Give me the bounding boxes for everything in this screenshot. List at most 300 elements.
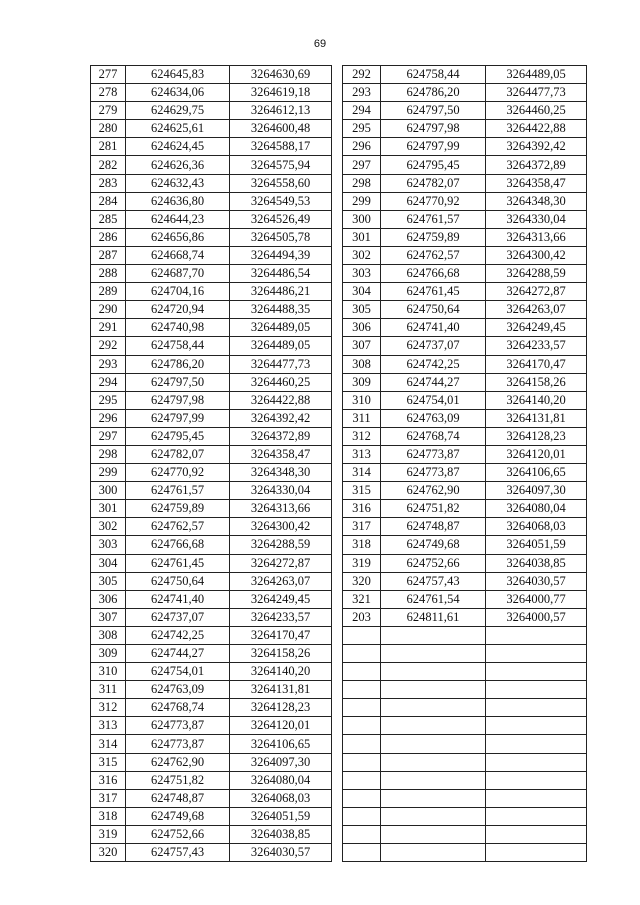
x-coordinate-cell: 624744,27 bbox=[381, 373, 486, 391]
table-row bbox=[91, 482, 332, 500]
y-coordinate-cell: 3264000,57 bbox=[486, 608, 587, 626]
x-coordinate-cell bbox=[381, 663, 486, 681]
x-coordinate-cell: 624759,89 bbox=[126, 500, 230, 518]
y-coordinate-cell bbox=[486, 626, 587, 644]
table-row bbox=[91, 427, 332, 445]
y-coordinate-cell: 3264000,77 bbox=[486, 590, 587, 608]
point-number-cell: 307 bbox=[343, 337, 381, 355]
point-number-cell: 303 bbox=[343, 265, 381, 283]
coordinates-table-left bbox=[90, 65, 332, 862]
y-coordinate-cell: 3264600,48 bbox=[230, 120, 332, 138]
point-number-cell: 290 bbox=[91, 301, 126, 319]
x-coordinate-cell: 624750,64 bbox=[381, 301, 486, 319]
table-row bbox=[91, 228, 332, 246]
y-coordinate-cell: 3264068,03 bbox=[230, 789, 332, 807]
x-coordinate-cell: 624768,74 bbox=[381, 427, 486, 445]
x-coordinate-cell: 624773,87 bbox=[126, 735, 230, 753]
point-number-cell: 306 bbox=[343, 319, 381, 337]
x-coordinate-cell: 624632,43 bbox=[126, 174, 230, 192]
x-coordinate-cell: 624797,99 bbox=[126, 409, 230, 427]
x-coordinate-cell bbox=[381, 789, 486, 807]
x-coordinate-cell: 624720,94 bbox=[126, 301, 230, 319]
point-number-cell: 300 bbox=[343, 210, 381, 228]
x-coordinate-cell: 624751,82 bbox=[381, 500, 486, 518]
x-coordinate-cell: 624761,57 bbox=[381, 210, 486, 228]
point-number-cell: 286 bbox=[91, 228, 126, 246]
x-coordinate-cell: 624749,68 bbox=[126, 807, 230, 825]
x-coordinate-cell: 624751,82 bbox=[126, 771, 230, 789]
x-coordinate-cell: 624742,25 bbox=[126, 626, 230, 644]
table-row bbox=[343, 663, 587, 681]
y-coordinate-cell: 3264619,18 bbox=[230, 84, 332, 102]
y-coordinate-cell: 3264477,73 bbox=[230, 355, 332, 373]
table-row bbox=[343, 735, 587, 753]
point-number-cell: 294 bbox=[343, 102, 381, 120]
table-row bbox=[343, 807, 587, 825]
x-coordinate-cell: 624768,74 bbox=[126, 699, 230, 717]
table-row bbox=[343, 572, 587, 590]
point-number-cell: 312 bbox=[343, 427, 381, 445]
table-row bbox=[91, 102, 332, 120]
y-coordinate-cell: 3264106,65 bbox=[230, 735, 332, 753]
x-coordinate-cell: 624786,20 bbox=[381, 84, 486, 102]
point-number-cell: 293 bbox=[343, 84, 381, 102]
point-number-cell: 288 bbox=[91, 265, 126, 283]
point-number-cell: 308 bbox=[343, 355, 381, 373]
x-coordinate-cell: 624766,68 bbox=[381, 265, 486, 283]
x-coordinate-cell: 624795,45 bbox=[381, 156, 486, 174]
y-coordinate-cell: 3264558,60 bbox=[230, 174, 332, 192]
point-number-cell: 278 bbox=[91, 84, 126, 102]
point-number-cell bbox=[343, 825, 381, 843]
y-coordinate-cell bbox=[486, 681, 587, 699]
table-row bbox=[343, 536, 587, 554]
y-coordinate-cell bbox=[486, 789, 587, 807]
table-row bbox=[91, 391, 332, 409]
point-number-cell bbox=[343, 663, 381, 681]
x-coordinate-cell bbox=[381, 645, 486, 663]
point-number-cell: 317 bbox=[343, 518, 381, 536]
y-coordinate-cell: 3264330,04 bbox=[230, 482, 332, 500]
table-row bbox=[343, 120, 587, 138]
table-row bbox=[91, 355, 332, 373]
table-row bbox=[91, 645, 332, 663]
y-coordinate-cell: 3264300,42 bbox=[230, 518, 332, 536]
table-row bbox=[91, 590, 332, 608]
table-row bbox=[91, 735, 332, 753]
table-row bbox=[91, 120, 332, 138]
x-coordinate-cell: 624797,50 bbox=[381, 102, 486, 120]
x-coordinate-cell: 624625,61 bbox=[126, 120, 230, 138]
point-number-cell: 282 bbox=[91, 156, 126, 174]
x-coordinate-cell: 624634,06 bbox=[126, 84, 230, 102]
table-row bbox=[91, 753, 332, 771]
x-coordinate-cell: 624797,99 bbox=[381, 138, 486, 156]
point-number-cell bbox=[343, 789, 381, 807]
table-row bbox=[91, 608, 332, 626]
y-coordinate-cell bbox=[486, 663, 587, 681]
point-number-cell: 305 bbox=[343, 301, 381, 319]
table-row bbox=[91, 265, 332, 283]
point-number-cell: 306 bbox=[91, 590, 126, 608]
table-row bbox=[91, 409, 332, 427]
table-row bbox=[343, 355, 587, 373]
x-coordinate-cell: 624687,70 bbox=[126, 265, 230, 283]
table-row bbox=[343, 482, 587, 500]
y-coordinate-cell: 3264038,85 bbox=[230, 825, 332, 843]
y-coordinate-cell: 3264288,59 bbox=[486, 265, 587, 283]
table-row bbox=[343, 102, 587, 120]
table-row bbox=[343, 301, 587, 319]
table-row bbox=[91, 156, 332, 174]
point-number-cell: 295 bbox=[343, 120, 381, 138]
point-number-cell: 285 bbox=[91, 210, 126, 228]
point-number-cell: 300 bbox=[91, 482, 126, 500]
x-coordinate-cell: 624761,57 bbox=[126, 482, 230, 500]
y-coordinate-cell: 3264140,20 bbox=[486, 391, 587, 409]
y-coordinate-cell: 3264588,17 bbox=[230, 138, 332, 156]
x-coordinate-cell: 624750,64 bbox=[126, 572, 230, 590]
x-coordinate-cell: 624782,07 bbox=[126, 445, 230, 463]
x-coordinate-cell: 624752,66 bbox=[381, 554, 486, 572]
y-coordinate-cell: 3264233,57 bbox=[486, 337, 587, 355]
y-coordinate-cell: 3264372,89 bbox=[486, 156, 587, 174]
x-coordinate-cell: 624763,09 bbox=[381, 409, 486, 427]
x-coordinate-cell: 624737,07 bbox=[381, 337, 486, 355]
x-coordinate-cell: 624741,40 bbox=[381, 319, 486, 337]
table-row bbox=[343, 319, 587, 337]
x-coordinate-cell: 624770,92 bbox=[381, 192, 486, 210]
point-number-cell: 315 bbox=[91, 753, 126, 771]
y-coordinate-cell: 3264120,01 bbox=[230, 717, 332, 735]
table-row bbox=[343, 210, 587, 228]
table-row bbox=[343, 518, 587, 536]
table-row bbox=[91, 844, 332, 862]
y-coordinate-cell: 3264477,73 bbox=[486, 84, 587, 102]
x-coordinate-cell: 624811,61 bbox=[381, 608, 486, 626]
table-row bbox=[343, 66, 587, 84]
table-row bbox=[91, 192, 332, 210]
table-row bbox=[343, 844, 587, 862]
table-row bbox=[91, 66, 332, 84]
point-number-cell: 317 bbox=[91, 789, 126, 807]
x-coordinate-cell: 624754,01 bbox=[126, 663, 230, 681]
x-coordinate-cell: 624644,23 bbox=[126, 210, 230, 228]
point-number-cell: 316 bbox=[343, 500, 381, 518]
point-number-cell: 319 bbox=[91, 825, 126, 843]
point-number-cell: 315 bbox=[343, 482, 381, 500]
y-coordinate-cell: 3264263,07 bbox=[486, 301, 587, 319]
table-row bbox=[343, 391, 587, 409]
x-coordinate-cell: 624757,43 bbox=[126, 844, 230, 862]
y-coordinate-cell: 3264249,45 bbox=[486, 319, 587, 337]
y-coordinate-cell: 3264348,30 bbox=[486, 192, 587, 210]
point-number-cell bbox=[343, 771, 381, 789]
point-number-cell: 318 bbox=[343, 536, 381, 554]
y-coordinate-cell: 3264494,39 bbox=[230, 246, 332, 264]
x-coordinate-cell bbox=[381, 807, 486, 825]
table-row bbox=[91, 536, 332, 554]
y-coordinate-cell: 3264630,69 bbox=[230, 66, 332, 84]
x-coordinate-cell: 624758,44 bbox=[381, 66, 486, 84]
y-coordinate-cell: 3264120,01 bbox=[486, 445, 587, 463]
y-coordinate-cell: 3264158,26 bbox=[486, 373, 587, 391]
table-row bbox=[91, 500, 332, 518]
x-coordinate-cell: 624629,75 bbox=[126, 102, 230, 120]
y-coordinate-cell bbox=[486, 717, 587, 735]
coordinates-table-right bbox=[342, 65, 587, 862]
point-number-cell: 283 bbox=[91, 174, 126, 192]
y-coordinate-cell: 3264131,81 bbox=[486, 409, 587, 427]
y-coordinate-cell bbox=[486, 844, 587, 862]
point-number-cell: 313 bbox=[343, 445, 381, 463]
table-row bbox=[91, 84, 332, 102]
y-coordinate-cell: 3264575,94 bbox=[230, 156, 332, 174]
table-row bbox=[91, 319, 332, 337]
table-row bbox=[91, 572, 332, 590]
y-coordinate-cell: 3264128,23 bbox=[486, 427, 587, 445]
point-number-cell: 309 bbox=[91, 645, 126, 663]
table-row bbox=[91, 518, 332, 536]
point-number-cell: 311 bbox=[91, 681, 126, 699]
table-row bbox=[343, 590, 587, 608]
y-coordinate-cell: 3264140,20 bbox=[230, 663, 332, 681]
table-row bbox=[343, 445, 587, 463]
y-coordinate-cell bbox=[486, 645, 587, 663]
x-coordinate-cell: 624766,68 bbox=[126, 536, 230, 554]
x-coordinate-cell: 624797,98 bbox=[126, 391, 230, 409]
point-number-cell: 298 bbox=[343, 174, 381, 192]
table-row bbox=[91, 301, 332, 319]
point-number-cell bbox=[343, 681, 381, 699]
x-coordinate-cell: 624773,87 bbox=[381, 464, 486, 482]
table-row bbox=[91, 626, 332, 644]
table-row bbox=[343, 409, 587, 427]
x-coordinate-cell: 624797,50 bbox=[126, 373, 230, 391]
y-coordinate-cell: 3264358,47 bbox=[230, 445, 332, 463]
y-coordinate-cell: 3264080,04 bbox=[486, 500, 587, 518]
y-coordinate-cell: 3264392,42 bbox=[230, 409, 332, 427]
point-number-cell: 305 bbox=[91, 572, 126, 590]
y-coordinate-cell: 3264051,59 bbox=[230, 807, 332, 825]
y-coordinate-cell: 3264348,30 bbox=[230, 464, 332, 482]
y-coordinate-cell: 3264080,04 bbox=[230, 771, 332, 789]
y-coordinate-cell: 3264233,57 bbox=[230, 608, 332, 626]
table-row bbox=[343, 246, 587, 264]
point-number-cell: 302 bbox=[343, 246, 381, 264]
point-number-cell: 321 bbox=[343, 590, 381, 608]
x-coordinate-cell: 624668,74 bbox=[126, 246, 230, 264]
point-number-cell: 303 bbox=[91, 536, 126, 554]
x-coordinate-cell: 624786,20 bbox=[126, 355, 230, 373]
point-number-cell: 309 bbox=[343, 373, 381, 391]
x-coordinate-cell: 624762,57 bbox=[126, 518, 230, 536]
point-number-cell: 310 bbox=[343, 391, 381, 409]
point-number-cell: 301 bbox=[343, 228, 381, 246]
table-row bbox=[343, 373, 587, 391]
x-coordinate-cell: 624624,45 bbox=[126, 138, 230, 156]
x-coordinate-cell: 624748,87 bbox=[126, 789, 230, 807]
y-coordinate-cell: 3264489,05 bbox=[230, 337, 332, 355]
y-coordinate-cell: 3264249,45 bbox=[230, 590, 332, 608]
point-number-cell: 279 bbox=[91, 102, 126, 120]
x-coordinate-cell: 624645,83 bbox=[126, 66, 230, 84]
table-row bbox=[343, 228, 587, 246]
point-number-cell: 291 bbox=[91, 319, 126, 337]
x-coordinate-cell: 624752,66 bbox=[126, 825, 230, 843]
table-row bbox=[91, 174, 332, 192]
y-coordinate-cell: 3264460,25 bbox=[230, 373, 332, 391]
point-number-cell: 295 bbox=[91, 391, 126, 409]
y-coordinate-cell: 3264300,42 bbox=[486, 246, 587, 264]
table-row bbox=[343, 84, 587, 102]
y-coordinate-cell: 3264612,13 bbox=[230, 102, 332, 120]
x-coordinate-cell: 624759,89 bbox=[381, 228, 486, 246]
x-coordinate-cell bbox=[381, 699, 486, 717]
x-coordinate-cell: 624782,07 bbox=[381, 174, 486, 192]
table-row bbox=[343, 681, 587, 699]
point-number-cell: 284 bbox=[91, 192, 126, 210]
x-coordinate-cell: 624748,87 bbox=[381, 518, 486, 536]
x-coordinate-cell bbox=[381, 626, 486, 644]
table-row bbox=[91, 699, 332, 717]
table-row bbox=[343, 283, 587, 301]
table-row bbox=[91, 663, 332, 681]
table-row bbox=[91, 373, 332, 391]
table-row bbox=[343, 192, 587, 210]
point-number-cell: 314 bbox=[343, 464, 381, 482]
table-row bbox=[91, 717, 332, 735]
point-number-cell: 297 bbox=[343, 156, 381, 174]
y-coordinate-cell: 3264486,21 bbox=[230, 283, 332, 301]
table-row bbox=[91, 246, 332, 264]
y-coordinate-cell: 3264158,26 bbox=[230, 645, 332, 663]
point-number-cell bbox=[343, 699, 381, 717]
point-number-cell: 314 bbox=[91, 735, 126, 753]
x-coordinate-cell: 624762,90 bbox=[381, 482, 486, 500]
table-row bbox=[91, 825, 332, 843]
y-coordinate-cell: 3264549,53 bbox=[230, 192, 332, 210]
table-row bbox=[91, 807, 332, 825]
point-number-cell: 308 bbox=[91, 626, 126, 644]
y-coordinate-cell: 3264272,87 bbox=[230, 554, 332, 572]
point-number-cell: 298 bbox=[91, 445, 126, 463]
x-coordinate-cell: 624749,68 bbox=[381, 536, 486, 554]
x-coordinate-cell: 624757,43 bbox=[381, 572, 486, 590]
point-number-cell: 302 bbox=[91, 518, 126, 536]
x-coordinate-cell: 624795,45 bbox=[126, 427, 230, 445]
point-number-cell: 281 bbox=[91, 138, 126, 156]
table-row bbox=[91, 681, 332, 699]
x-coordinate-cell: 624758,44 bbox=[126, 337, 230, 355]
table-row bbox=[343, 464, 587, 482]
y-coordinate-cell: 3264170,47 bbox=[230, 626, 332, 644]
y-coordinate-cell: 3264106,65 bbox=[486, 464, 587, 482]
y-coordinate-cell: 3264330,04 bbox=[486, 210, 587, 228]
point-number-cell: 293 bbox=[91, 355, 126, 373]
y-coordinate-cell: 3264068,03 bbox=[486, 518, 587, 536]
y-coordinate-cell: 3264488,35 bbox=[230, 301, 332, 319]
point-number-cell: 304 bbox=[91, 554, 126, 572]
y-coordinate-cell bbox=[486, 735, 587, 753]
point-number-cell bbox=[343, 753, 381, 771]
table-row bbox=[343, 427, 587, 445]
table-row bbox=[343, 500, 587, 518]
point-number-cell: 320 bbox=[343, 572, 381, 590]
y-coordinate-cell bbox=[486, 825, 587, 843]
y-coordinate-cell bbox=[486, 753, 587, 771]
table-row bbox=[343, 789, 587, 807]
x-coordinate-cell: 624762,57 bbox=[381, 246, 486, 264]
point-number-cell bbox=[343, 645, 381, 663]
point-number-cell bbox=[343, 844, 381, 862]
y-coordinate-cell: 3264460,25 bbox=[486, 102, 587, 120]
x-coordinate-cell bbox=[381, 735, 486, 753]
y-coordinate-cell: 3264526,49 bbox=[230, 210, 332, 228]
x-coordinate-cell: 624737,07 bbox=[126, 608, 230, 626]
table-row bbox=[343, 174, 587, 192]
point-number-cell: 301 bbox=[91, 500, 126, 518]
y-coordinate-cell: 3264263,07 bbox=[230, 572, 332, 590]
x-coordinate-cell bbox=[381, 844, 486, 862]
table-row bbox=[343, 717, 587, 735]
x-coordinate-cell: 624770,92 bbox=[126, 464, 230, 482]
y-coordinate-cell bbox=[486, 699, 587, 717]
point-number-cell: 287 bbox=[91, 246, 126, 264]
y-coordinate-cell: 3264030,57 bbox=[486, 572, 587, 590]
point-number-cell: 297 bbox=[91, 427, 126, 445]
x-coordinate-cell: 624763,09 bbox=[126, 681, 230, 699]
table-row bbox=[91, 283, 332, 301]
x-coordinate-cell: 624754,01 bbox=[381, 391, 486, 409]
table-row bbox=[91, 445, 332, 463]
y-coordinate-cell: 3264505,78 bbox=[230, 228, 332, 246]
x-coordinate-cell: 624704,16 bbox=[126, 283, 230, 301]
point-number-cell: 296 bbox=[343, 138, 381, 156]
x-coordinate-cell: 624761,54 bbox=[381, 590, 486, 608]
x-coordinate-cell bbox=[381, 717, 486, 735]
table-row bbox=[343, 156, 587, 174]
table-row bbox=[343, 753, 587, 771]
x-coordinate-cell: 624797,98 bbox=[381, 120, 486, 138]
point-number-cell: 292 bbox=[343, 66, 381, 84]
x-coordinate-cell: 624656,86 bbox=[126, 228, 230, 246]
table-row bbox=[343, 626, 587, 644]
point-number-cell: 203 bbox=[343, 608, 381, 626]
table-row bbox=[91, 210, 332, 228]
y-coordinate-cell bbox=[486, 807, 587, 825]
point-number-cell: 311 bbox=[343, 409, 381, 427]
y-coordinate-cell: 3264128,23 bbox=[230, 699, 332, 717]
x-coordinate-cell bbox=[381, 753, 486, 771]
point-number-cell: 296 bbox=[91, 409, 126, 427]
table-row bbox=[91, 554, 332, 572]
table-row bbox=[91, 464, 332, 482]
point-number-cell bbox=[343, 626, 381, 644]
y-coordinate-cell: 3264030,57 bbox=[230, 844, 332, 862]
table-row bbox=[343, 138, 587, 156]
point-number-cell: 320 bbox=[91, 844, 126, 862]
y-coordinate-cell: 3264358,47 bbox=[486, 174, 587, 192]
y-coordinate-cell: 3264038,85 bbox=[486, 554, 587, 572]
point-number-cell: 304 bbox=[343, 283, 381, 301]
y-coordinate-cell: 3264486,54 bbox=[230, 265, 332, 283]
x-coordinate-cell: 624740,98 bbox=[126, 319, 230, 337]
x-coordinate-cell: 624744,27 bbox=[126, 645, 230, 663]
page-number: 69 bbox=[313, 38, 327, 50]
x-coordinate-cell: 624773,87 bbox=[381, 445, 486, 463]
x-coordinate-cell bbox=[381, 771, 486, 789]
